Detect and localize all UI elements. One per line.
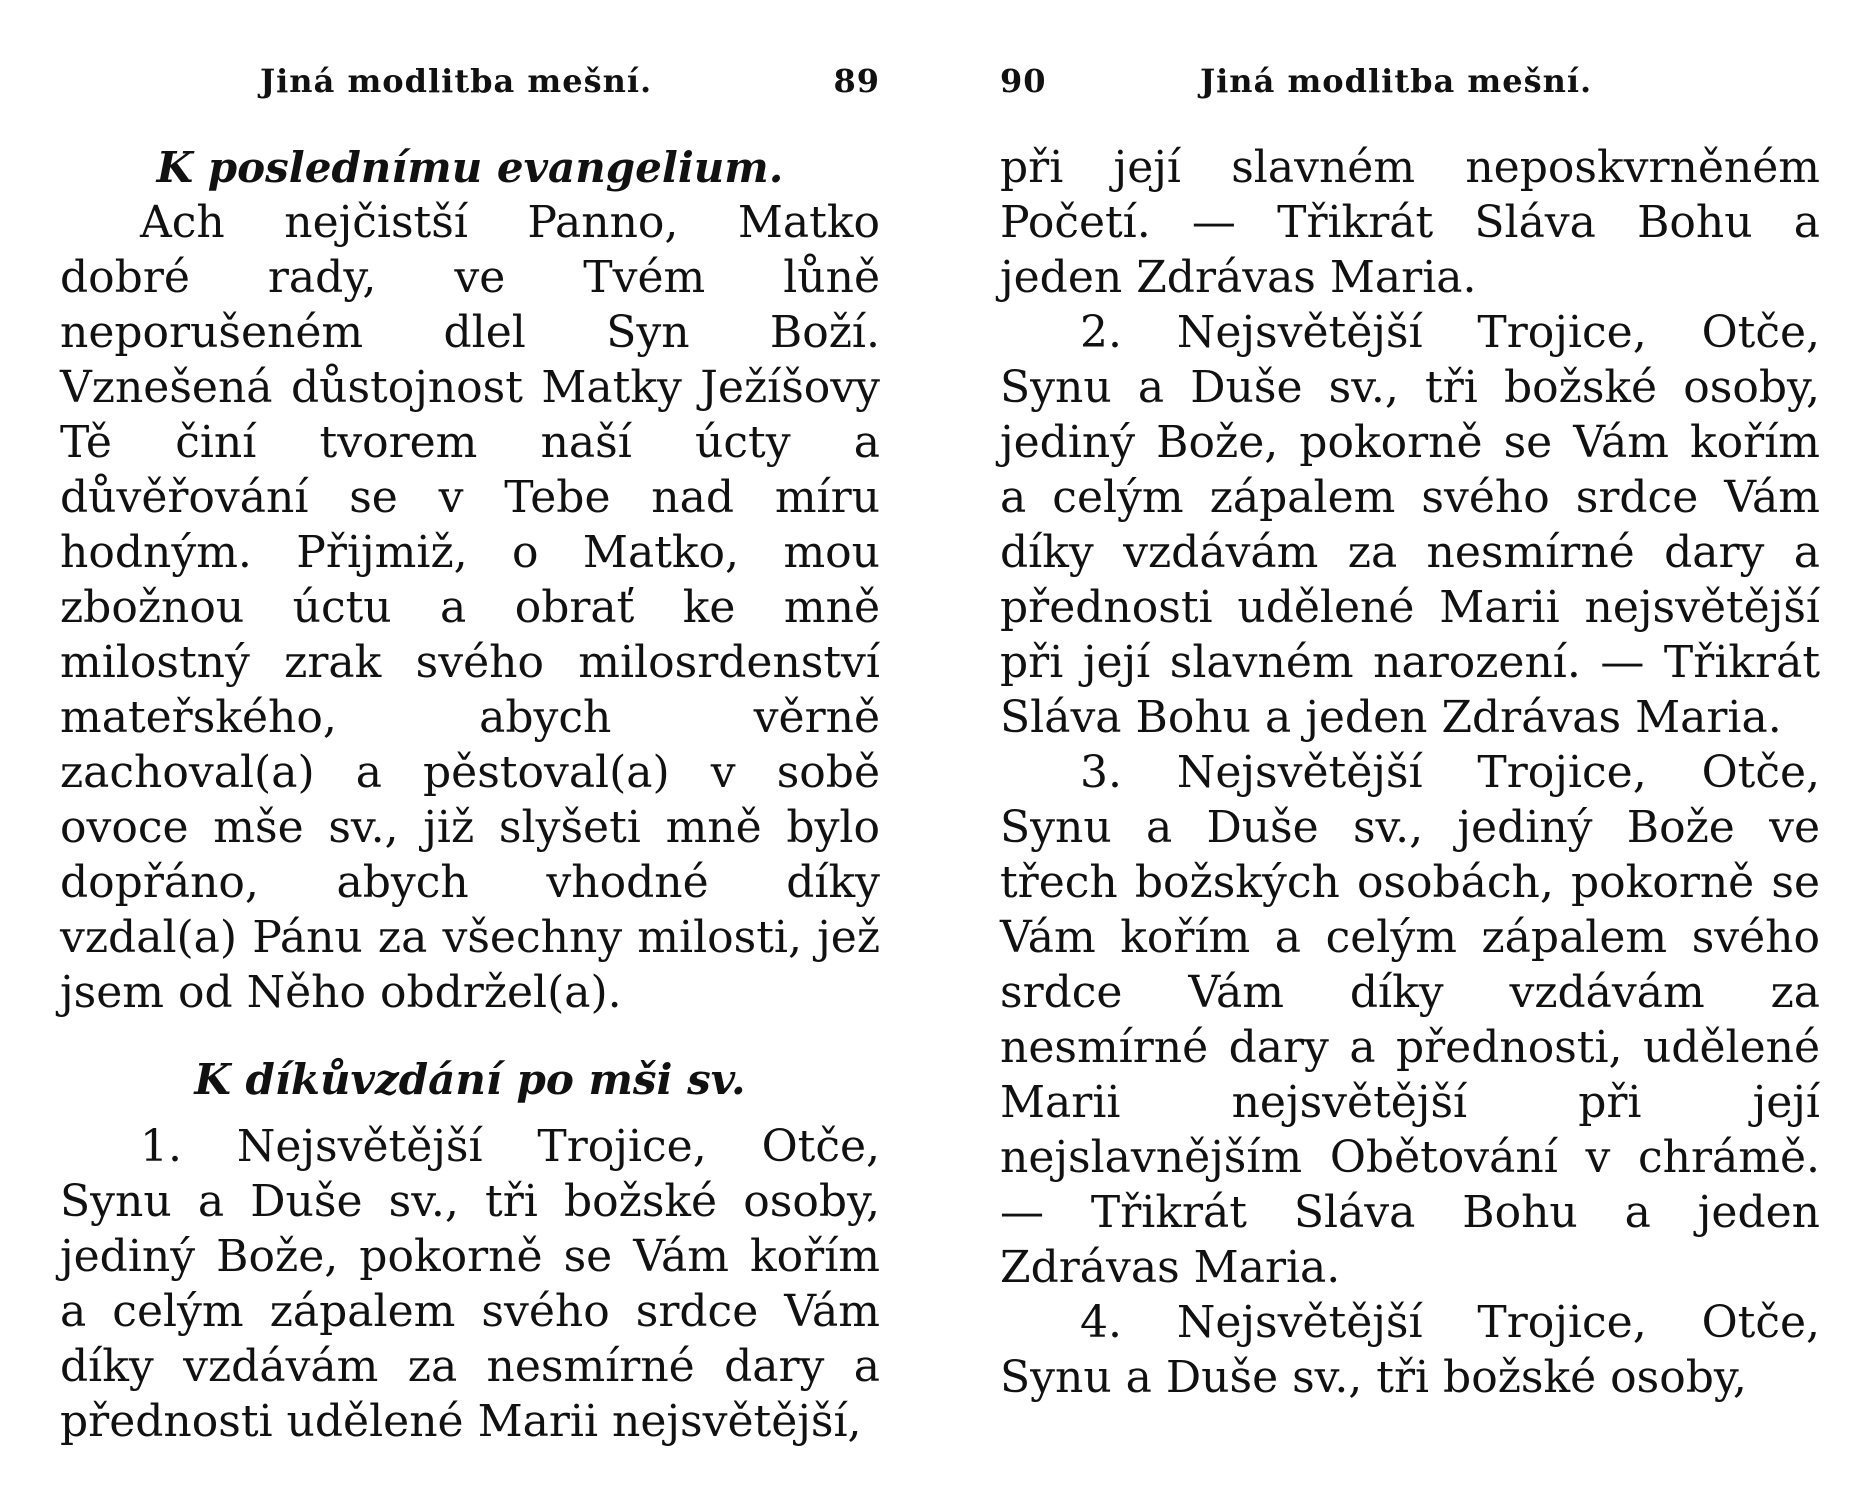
left-page [60, 0, 880, 1500]
paragraph-continuation: při její slavném neposkvrněném Početí. — Třikrát Sláva Bohu a jeden Zdrávas Maria. [1000, 142, 1820, 303]
paragraph-thanksgiving-1: 1. Nejsvětější Trojice, Otče, Synu a Duše sv., tři božské osoby, jediný Bože, pokorně se Vám kořím a celým zápalem svého srdce Vám díky vzdávám za nesmírné dary a přednosti udělené Marii nejsvětější, [60, 1121, 880, 1447]
left-header-title: Jiná modlitba mešní. [260, 62, 653, 100]
heading-thanksgiving: K díkůvzdání po mši sv. [194, 1055, 746, 1104]
left-running-head [60, 52, 880, 112]
right-page-number: 90 [1000, 62, 1047, 100]
left-body-text [60, 140, 880, 1449]
paragraph-prayer-to-mother: Ach nejčistší Panno, Matko dobré rady, ve Tvém lůně neporušeném dlel Syn Boží. Vznešená důstojnost Matky Ježíšovy Tě činí tvorem naší úcty a důvěřování se v Tebe nad míru hodným. Přijmiž, o Matko, mou zbožnou úctu a obrať ke mně milostný zrak svého milosrdenství mateřského, abych věrně zachoval(a) a pěstoval(a) v sobě ovoce mše sv., již slyšeti mně bylo dopřáno, abych vhodné díky vzdal(a) Pánu za všechny milosti, jež jsem od Něho obdržel(a). [60, 197, 880, 1018]
left-page-number: 89 [833, 62, 880, 100]
heading-last-gospel: K poslednímu evangelium. [156, 143, 784, 192]
paragraph-thanksgiving-3: 3. Nejsvětější Trojice, Otče, Synu a Duše sv., jediný Bože ve třech božských osobách, pokorně se Vám kořím a celým zápalem svého srdce Vám díky vzdávám za nesmírné dary a přednosti, udělené Marii nejsvětější při její nejslavnějším Obětování v chrámě. — Třikrát Sláva Bohu a jeden Zdrávas Maria. [1000, 747, 1820, 1293]
right-header-title: Jiná modlitba mešní. [1200, 62, 1593, 100]
paragraph-thanksgiving-4: 4. Nejsvětější Trojice, Otče, Synu a Duše sv., tři božské osoby, [1000, 1297, 1820, 1403]
right-page [1000, 0, 1820, 1500]
paragraph-thanksgiving-2: 2. Nejsvětější Trojice, Otče, Synu a Duše sv., tři božské osoby, jediný Bože, pokorně se Vám kořím a celým zápalem svého srdce Vám díky vzdávám za nesmírné dary a přednosti udělené Marii nejsvětější při její slavném narození. — Třikrát Sláva Bohu a jeden Zdrávas Maria. [1000, 307, 1820, 743]
right-body-text [1000, 140, 1820, 1405]
right-running-head [1000, 52, 1820, 112]
